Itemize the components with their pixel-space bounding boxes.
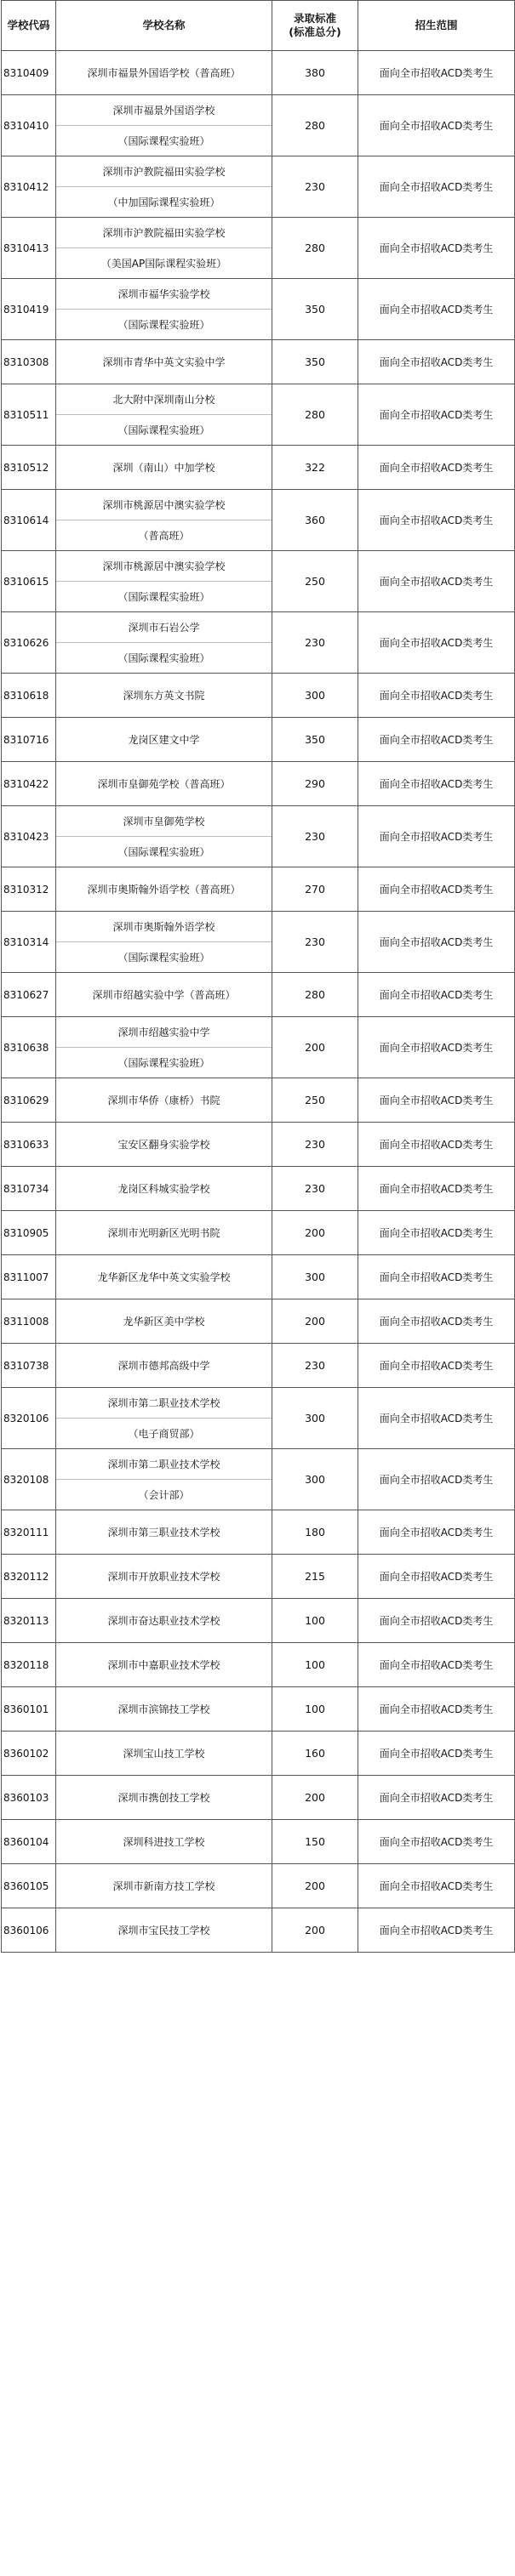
table-row [2,1388,515,1449]
school-code-cell: 8320112 [2,1555,56,1599]
school-name-line: 深圳市石岩公学 [128,621,200,634]
school-name-cell [56,156,272,218]
enrollment-scope-cell: 面向全市招收ACD类考生 [358,1344,515,1388]
school-code-cell: 8310615 [2,551,56,612]
score-cell: 200 [272,1299,358,1344]
enrollment-scope-cell: 面向全市招收ACD类考生 [358,1864,515,1908]
school-code-cell: 8310410 [2,95,56,156]
school-name-line: 深圳市宝民技工学校 [117,1924,210,1936]
table-row [2,1123,515,1167]
school-name-cell [56,867,272,912]
school-name-cell [56,1643,272,1687]
school-name-line: 深圳市桃源居中澳实验学校 [102,498,226,511]
school-name-cell [56,1078,272,1123]
school-name-cell [56,1123,272,1167]
school-code-cell: 8311007 [2,1255,56,1299]
table-row [2,1908,515,1953]
header-score [272,1,358,51]
school-name-line: （会计部） [56,1479,272,1510]
enrollment-scope-cell: 面向全市招收ACD类考生 [358,1078,515,1123]
school-name-line: 深圳市桃源居中澳实验学校 [102,560,226,572]
school-name-line: 深圳市皇御苑学校（普高班） [97,777,231,790]
school-name-line: （国际课程实验班） [56,309,272,339]
school-code-cell: 8320118 [2,1643,56,1687]
table-body [2,51,515,1953]
enrollment-scope-cell: 面向全市招收ACD类考生 [358,1820,515,1864]
school-code-cell: 8310716 [2,718,56,762]
school-name-cell [56,1820,272,1864]
table-row [2,973,515,1017]
score-cell: 200 [272,1908,358,1953]
school-code-cell: 8310312 [2,867,56,912]
school-name-line: （国际课程实验班） [56,642,272,673]
table-row [2,612,515,674]
school-name-line: （电子商贸部） [56,1418,272,1448]
table-row [2,1078,515,1123]
enrollment-scope-cell: 面向全市招收ACD类考生 [358,612,515,674]
table-row [2,1776,515,1820]
school-code-cell: 8311008 [2,1299,56,1344]
school-name-line: 深圳市绍越实验中学（普高班） [92,988,236,1001]
school-name-cell [56,1211,272,1255]
table-row [2,806,515,867]
school-name-cell [56,1599,272,1643]
header-school-name: 学校名称 [56,1,272,51]
school-name-cell [56,340,272,384]
table-row [2,1167,515,1211]
school-name-line: 深圳市中嘉职业技术学校 [107,1658,220,1671]
school-code-cell: 8310511 [2,384,56,446]
school-code-cell: 8320106 [2,1388,56,1449]
enrollment-scope-cell: 面向全市招收ACD类考生 [358,490,515,551]
school-name-line: （中加国际课程实验班） [56,186,272,217]
score-cell: 230 [272,156,358,218]
enrollment-scope-cell: 面向全市招收ACD类考生 [358,1388,515,1449]
table-row [2,1732,515,1776]
score-cell: 200 [272,1864,358,1908]
table-row [2,1555,515,1599]
school-name-cell [56,384,272,446]
table-row [2,1510,515,1555]
enrollment-scope-cell: 面向全市招收ACD类考生 [358,1510,515,1555]
table-row [2,1299,515,1344]
school-code-cell: 8310308 [2,340,56,384]
score-cell: 300 [272,1388,358,1449]
school-code-cell: 8360104 [2,1820,56,1864]
header-enrollment-scope: 招生范围 [358,1,515,51]
school-name-line: 深圳市福景外国语学校 [112,104,215,117]
school-name-line: 深圳市青华中英文实验中学 [102,355,226,368]
school-code-cell: 8310734 [2,1167,56,1211]
school-name-cell [56,1255,272,1299]
school-name-line: 深圳市第二职业技术学校 [107,1396,220,1409]
school-name-line: 深圳市携创技工学校 [117,1791,210,1804]
table-row [2,1344,515,1388]
school-name-cell [56,95,272,156]
school-name-line: （国际课程实验班） [56,581,272,611]
school-name-cell [56,551,272,612]
enrollment-scope-cell: 面向全市招收ACD类考生 [358,1687,515,1732]
enrollment-scope-cell: 面向全市招收ACD类考生 [358,95,515,156]
header-score-line2: (标准总分) [289,26,341,38]
school-name-line: 深圳市奥斯翰外语学校（普高班） [87,883,241,896]
school-name-line: 深圳市滨锦技工学校 [117,1703,210,1715]
score-cell: 100 [272,1687,358,1732]
score-cell: 230 [272,912,358,973]
school-name-line: 深圳宝山技工学校 [123,1747,205,1760]
table-row [2,1687,515,1732]
score-cell: 200 [272,1017,358,1078]
enrollment-scope-cell: 面向全市招收ACD类考生 [358,1555,515,1599]
table-row [2,1599,515,1643]
school-name-line: 深圳东方英文书院 [123,689,205,702]
school-name-line: 深圳市新南方技工学校 [112,1879,215,1892]
header-score-line1: 录取标准 [293,12,336,25]
enrollment-scope-cell: 面向全市招收ACD类考生 [358,1732,515,1776]
school-name-line: 深圳市沪教院福田实验学校 [102,165,226,178]
enrollment-scope-cell: 面向全市招收ACD类考生 [358,1599,515,1643]
table-row [2,218,515,279]
score-cell: 350 [272,340,358,384]
table-row [2,1864,515,1908]
school-name-cell [56,612,272,674]
score-cell: 230 [272,1344,358,1388]
table-row [2,1211,515,1255]
enrollment-scope-cell: 面向全市招收ACD类考生 [358,1017,515,1078]
school-name-cell [56,1388,272,1449]
score-cell: 380 [272,51,358,95]
school-code-cell: 8310314 [2,912,56,973]
score-cell: 300 [272,1449,358,1510]
enrollment-scope-cell: 面向全市招收ACD类考生 [358,156,515,218]
score-cell: 250 [272,551,358,612]
school-name-line: 深圳科进技工学校 [123,1835,205,1848]
school-name-cell [56,762,272,806]
score-cell: 350 [272,718,358,762]
school-name-cell [56,1555,272,1599]
school-name-cell [56,1776,272,1820]
school-name-line: 深圳市绍越实验中学 [117,1026,210,1038]
enrollment-scope-cell: 面向全市招收ACD类考生 [358,1643,515,1687]
table-row [2,1820,515,1864]
table-row [2,1643,515,1687]
school-name-line: （国际课程实验班） [56,125,272,156]
enrollment-scope-cell: 面向全市招收ACD类考生 [358,973,515,1017]
table-row [2,1017,515,1078]
school-name-line: 龙华新区龙华中英文实验学校 [97,1271,231,1283]
school-code-cell: 8310638 [2,1017,56,1078]
school-name-cell [56,806,272,867]
school-name-cell [56,1167,272,1211]
school-name-cell [56,1449,272,1510]
table-row [2,156,515,218]
table-row [2,551,515,612]
school-name-line: 深圳市开放职业技术学校 [107,1570,220,1583]
school-name-line: 深圳市德邦高级中学 [117,1359,210,1372]
school-name-line: 龙岗区建文中学 [128,733,200,746]
school-code-cell: 8310412 [2,156,56,218]
score-cell: 280 [272,384,358,446]
school-name-cell [56,51,272,95]
enrollment-scope-cell: 面向全市招收ACD类考生 [358,1123,515,1167]
school-name-line: （国际课程实验班） [56,836,272,867]
school-name-line: （国际课程实验班） [56,941,272,972]
school-name-cell [56,912,272,973]
school-code-cell: 8310618 [2,674,56,718]
school-code-cell: 8320111 [2,1510,56,1555]
school-name-line: （普高班） [56,520,272,550]
score-cell: 230 [272,806,358,867]
enrollment-scope-cell: 面向全市招收ACD类考生 [358,1449,515,1510]
enrollment-scope-cell: 面向全市招收ACD类考生 [358,1255,515,1299]
table-row [2,95,515,156]
score-cell: 180 [272,1510,358,1555]
school-name-cell [56,218,272,279]
table-row [2,912,515,973]
score-cell: 100 [272,1599,358,1643]
enrollment-scope-cell: 面向全市招收ACD类考生 [358,1299,515,1344]
enrollment-scope-cell: 面向全市招收ACD类考生 [358,1776,515,1820]
school-code-cell: 8360105 [2,1864,56,1908]
school-code-cell: 8310905 [2,1211,56,1255]
table-row [2,490,515,551]
school-name-line: 深圳市光明新区光明书院 [107,1226,220,1239]
school-name-line: 龙岗区科城实验学校 [117,1182,210,1195]
score-cell: 100 [272,1643,358,1687]
school-name-line: 深圳市第三职业技术学校 [107,1526,220,1538]
enrollment-scope-cell: 面向全市招收ACD类考生 [358,340,515,384]
table-row [2,674,515,718]
enrollment-scope-cell: 面向全市招收ACD类考生 [358,762,515,806]
school-name-cell [56,674,272,718]
school-code-cell: 8310423 [2,806,56,867]
school-code-cell: 8310633 [2,1123,56,1167]
table-row [2,51,515,95]
school-name-cell [56,1299,272,1344]
school-name-line: 深圳市福华实验学校 [117,287,210,300]
score-cell: 200 [272,1211,358,1255]
school-name-cell [56,446,272,490]
score-cell: 280 [272,973,358,1017]
score-cell: 270 [272,867,358,912]
school-name-line: 深圳市第二职业技术学校 [107,1458,220,1470]
school-name-line: 北大附中深圳南山分校 [112,393,215,406]
school-name-cell [56,718,272,762]
school-code-cell: 8360101 [2,1687,56,1732]
table-row [2,718,515,762]
school-code-cell: 8310614 [2,490,56,551]
school-name-line: （国际课程实验班） [56,1047,272,1078]
enrollment-scope-cell: 面向全市招收ACD类考生 [358,51,515,95]
school-code-cell: 8360106 [2,1908,56,1953]
score-cell: 300 [272,1255,358,1299]
school-code-cell: 8310409 [2,51,56,95]
school-code-cell: 8310512 [2,446,56,490]
school-name-cell [56,1344,272,1388]
school-name-line: 深圳（南山）中加学校 [112,461,215,474]
table-row [2,340,515,384]
enrollment-scope-cell: 面向全市招收ACD类考生 [358,674,515,718]
school-name-cell [56,490,272,551]
school-code-cell: 8310413 [2,218,56,279]
table-row [2,1449,515,1510]
school-name-line: 龙华新区美中学校 [123,1315,205,1328]
school-name-cell [56,1510,272,1555]
enrollment-scope-cell: 面向全市招收ACD类考生 [358,218,515,279]
score-cell: 280 [272,218,358,279]
school-name-line: 深圳市奋达职业技术学校 [107,1614,220,1627]
school-name-cell [56,1687,272,1732]
school-code-cell: 8310629 [2,1078,56,1123]
score-cell: 230 [272,1123,358,1167]
school-code-cell: 8310738 [2,1344,56,1388]
score-cell: 280 [272,95,358,156]
table-row [2,279,515,340]
school-name-cell [56,1017,272,1078]
school-name-line: （国际课程实验班） [56,414,272,445]
score-cell: 290 [272,762,358,806]
enrollment-scope-cell: 面向全市招收ACD类考生 [358,1167,515,1211]
admission-table [1,0,515,1953]
school-code-cell: 8310626 [2,612,56,674]
enrollment-scope-cell: 面向全市招收ACD类考生 [358,551,515,612]
school-name-line: 宝安区翻身实验学校 [117,1138,210,1151]
score-cell: 230 [272,612,358,674]
school-name-cell [56,279,272,340]
table-row [2,867,515,912]
school-name-line: 深圳市沪教院福田实验学校 [102,226,226,239]
score-cell: 360 [272,490,358,551]
table-row [2,446,515,490]
enrollment-scope-cell: 面向全市招收ACD类考生 [358,1211,515,1255]
score-cell: 150 [272,1820,358,1864]
school-name-cell [56,1864,272,1908]
school-code-cell: 8320108 [2,1449,56,1510]
enrollment-scope-cell: 面向全市招收ACD类考生 [358,912,515,973]
school-code-cell: 8310422 [2,762,56,806]
score-cell: 322 [272,446,358,490]
school-name-line: （美国AP国际课程实验班） [56,247,272,278]
table-row [2,384,515,446]
header-school-code: 学校代码 [2,1,56,51]
enrollment-scope-cell: 面向全市招收ACD类考生 [358,279,515,340]
school-name-line: 深圳市皇御苑学校 [123,815,205,827]
school-name-cell [56,1732,272,1776]
score-cell: 230 [272,1167,358,1211]
score-cell: 350 [272,279,358,340]
school-code-cell: 8320113 [2,1599,56,1643]
school-name-cell [56,1908,272,1953]
score-cell: 250 [272,1078,358,1123]
table-row [2,762,515,806]
table-row [2,1255,515,1299]
school-code-cell: 8310419 [2,279,56,340]
enrollment-scope-cell: 面向全市招收ACD类考生 [358,806,515,867]
enrollment-scope-cell: 面向全市招收ACD类考生 [358,1908,515,1953]
table-header-row [2,1,515,51]
score-cell: 200 [272,1776,358,1820]
enrollment-scope-cell: 面向全市招收ACD类考生 [358,867,515,912]
enrollment-scope-cell: 面向全市招收ACD类考生 [358,718,515,762]
school-name-line: 深圳市奥斯翰外语学校 [112,920,215,933]
school-code-cell: 8310627 [2,973,56,1017]
school-name-cell [56,973,272,1017]
school-code-cell: 8360103 [2,1776,56,1820]
school-name-line: 深圳市福景外国语学校（普高班） [87,66,241,79]
enrollment-scope-cell: 面向全市招收ACD类考生 [358,384,515,446]
score-cell: 300 [272,674,358,718]
school-code-cell: 8360102 [2,1732,56,1776]
school-name-line: 深圳市华侨（康桥）书院 [107,1094,220,1106]
enrollment-scope-cell: 面向全市招收ACD类考生 [358,446,515,490]
score-cell: 215 [272,1555,358,1599]
score-cell: 160 [272,1732,358,1776]
